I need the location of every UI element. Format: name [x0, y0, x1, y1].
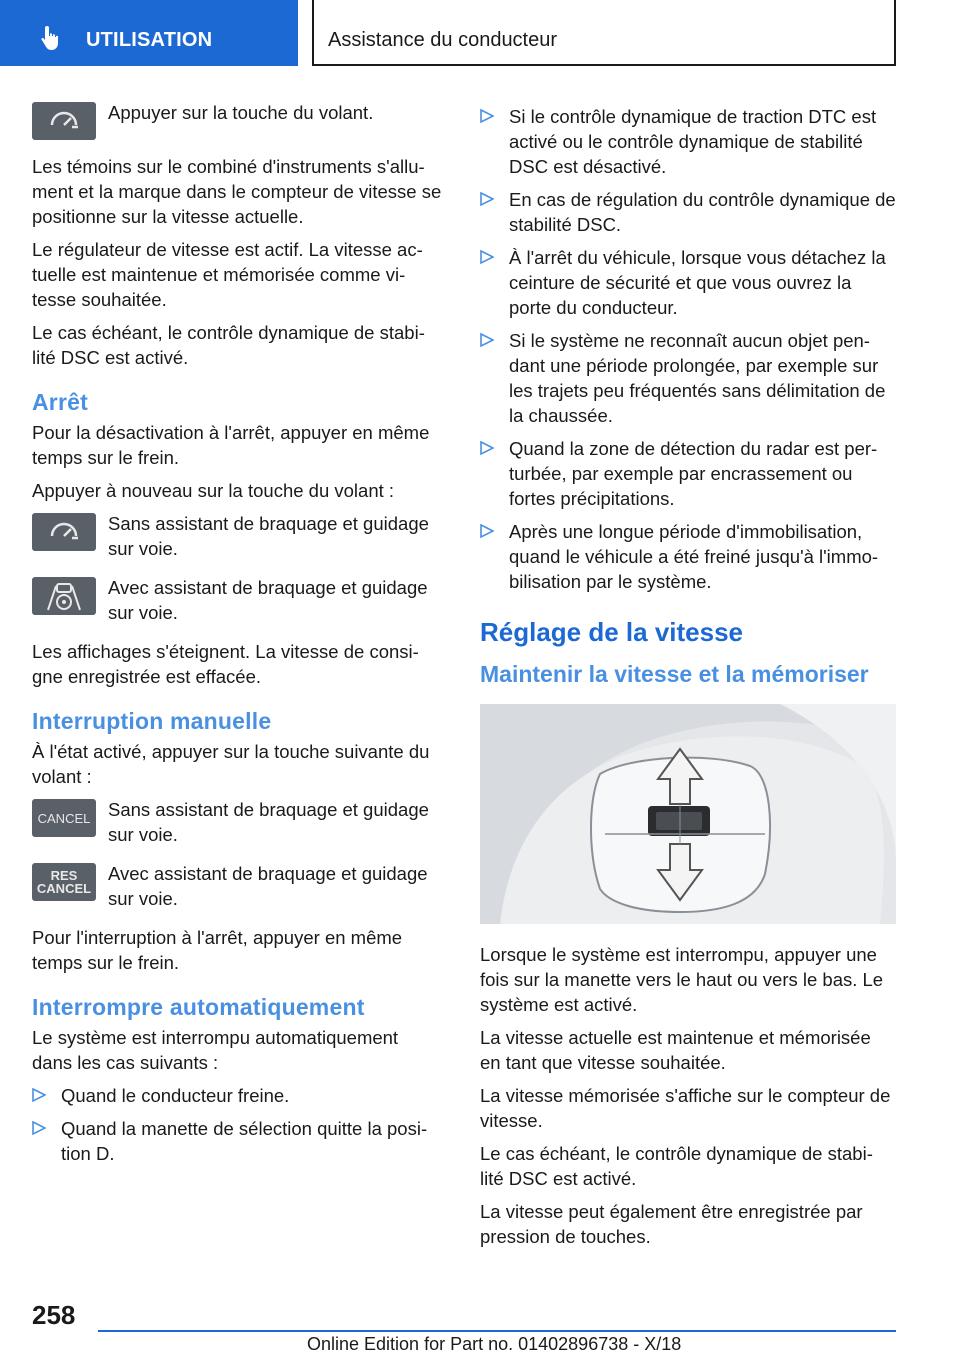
list-item: Après une longue période d'immobilisation, quand le véhicule a été freiné jusqu'à l'immo-bilisation par le système.: [480, 519, 896, 594]
icon-row: [32, 797, 442, 847]
paragraph: Le cas échéant, le contrôle dynamique de stabi-lité DSC est activé.: [32, 322, 425, 368]
icon-row: [32, 100, 442, 140]
footer-divider: [98, 1330, 896, 1332]
heading-arret: Arrêt: [32, 389, 88, 415]
right-column: [480, 104, 896, 1257]
paragraph: Le système est interrompu automatiquement dans les cas suivants :: [32, 1027, 399, 1073]
res-cancel-button-icon: [32, 863, 96, 901]
triangle-bullet-icon: [32, 1087, 46, 1103]
bullet-list: [32, 1083, 442, 1166]
icon-row: [32, 861, 442, 911]
paragraph: À l'état activé, appuyer sur la touche suivante du volant :: [32, 741, 430, 787]
paragraph: Pour la désactivation à l'arrêt, appuyer en même temps sur le frein.: [32, 422, 430, 468]
res-cancel-label: CANCEL: [36, 881, 92, 896]
icon-description: Avec assistant de braquage et guidage sur voie.: [108, 863, 428, 909]
triangle-bullet-icon: [480, 523, 494, 539]
paragraph: La vitesse actuelle est maintenue et mémorisée en tant que vitesse souhaitée.: [480, 1027, 871, 1073]
cruise-control-button-icon: [32, 102, 96, 140]
triangle-bullet-icon: [480, 108, 494, 124]
icon-row: [32, 511, 442, 561]
paragraph: Le cas échéant, le contrôle dynamique de stabi-lité DSC est activé.: [480, 1143, 873, 1189]
list-item: À l'arrêt du véhicule, lorsque vous détachez la ceinture de sécurité et que vous ouvrez la porte du conducteur.: [480, 245, 896, 320]
paragraph: Le régulateur de vitesse est actif. La vitesse ac-tuelle est maintenue et mémorisée comme vi-tesse souhaitée.: [32, 239, 423, 310]
edition-link[interactable]: Online Edition for Part no. 01402896738 - X/18: [307, 1334, 682, 1354]
cruise-control-button-icon: [32, 513, 96, 551]
heading-auto: Interrompre automatiquement: [32, 994, 365, 1020]
triangle-bullet-icon: [480, 332, 494, 348]
triangle-bullet-icon: [480, 249, 494, 265]
icon-description: Avec assistant de braquage et guidage sur voie.: [108, 577, 428, 623]
list-item: Si le contrôle dynamique de traction DTC est activé ou le contrôle dynamique de stabilité DSC est désactivé.: [480, 104, 896, 179]
list-item: Quand la manette de sélection quitte la posi-tion D.: [32, 1116, 442, 1166]
list-item: Quand la zone de détection du radar est per-turbée, par exemple par encrassement ou fortes précipitations.: [480, 436, 896, 511]
icon-description: Sans assistant de braquage et guidage sur voie.: [108, 513, 429, 559]
icon-description: Sans assistant de braquage et guidage sur voie.: [108, 799, 429, 845]
heading-interruption: Interruption manuelle: [32, 708, 272, 734]
bullet-list: [480, 104, 896, 594]
icon-row: [32, 575, 442, 625]
left-column: [32, 100, 442, 1174]
paragraph: La vitesse peut également être enregistrée par pression de touches.: [480, 1201, 863, 1247]
heading-reglage: Réglage de la vitesse: [480, 617, 744, 647]
paragraph: Appuyer à nouveau sur la touche du volant :: [32, 480, 395, 501]
cancel-label: CANCEL: [37, 810, 91, 826]
paragraph: Les témoins sur le combiné d'instruments s'allu-ment et la marque dans le compteur de vitesse se positionne sur la vitesse actuelle.: [32, 156, 442, 227]
heading-maintenir: Maintenir la vitesse et la mémoriser: [480, 661, 869, 687]
triangle-bullet-icon: [480, 191, 494, 207]
res-label: RES: [50, 868, 78, 883]
section-header: [312, 0, 896, 66]
hand-pointer-icon: [38, 24, 66, 52]
list-item: Si le système ne reconnaît aucun objet pen-dant une période prolongée, par exemple sur les trajets peu fréquentés sans délimitation de la chaussée.: [480, 328, 896, 428]
steering-assist-button-icon: [32, 577, 96, 615]
triangle-bullet-icon: [480, 440, 494, 456]
triangle-bullet-icon: [32, 1120, 46, 1136]
paragraph: Les affichages s'éteignent. La vitesse de consi-gne enregistrée est effacée.: [32, 641, 419, 687]
paragraph: Pour l'interruption à l'arrêt, appuyer en même temps sur le frein.: [32, 927, 403, 973]
steering-wheel-rocker-illustration: [480, 704, 896, 924]
paragraph: Lorsque le système est interrompu, appuyer une fois sur la manette vers le haut ou vers le bas. Le système est activé.: [480, 944, 884, 1015]
icon-description: Appuyer sur la touche du volant.: [108, 102, 374, 123]
page-number: 258: [32, 1300, 76, 1330]
chapter-tab[interactable]: [0, 0, 298, 66]
paragraph: La vitesse mémorisée s'affiche sur le compteur de vitesse.: [480, 1085, 891, 1131]
list-item: Quand le conducteur freine.: [32, 1083, 442, 1108]
list-item: En cas de régulation du contrôle dynamique de stabilité DSC.: [480, 187, 896, 237]
cancel-button-icon: [32, 799, 96, 837]
section-title: Assistance du conducteur: [328, 29, 558, 51]
chapter-title: UTILISATION: [86, 29, 213, 51]
